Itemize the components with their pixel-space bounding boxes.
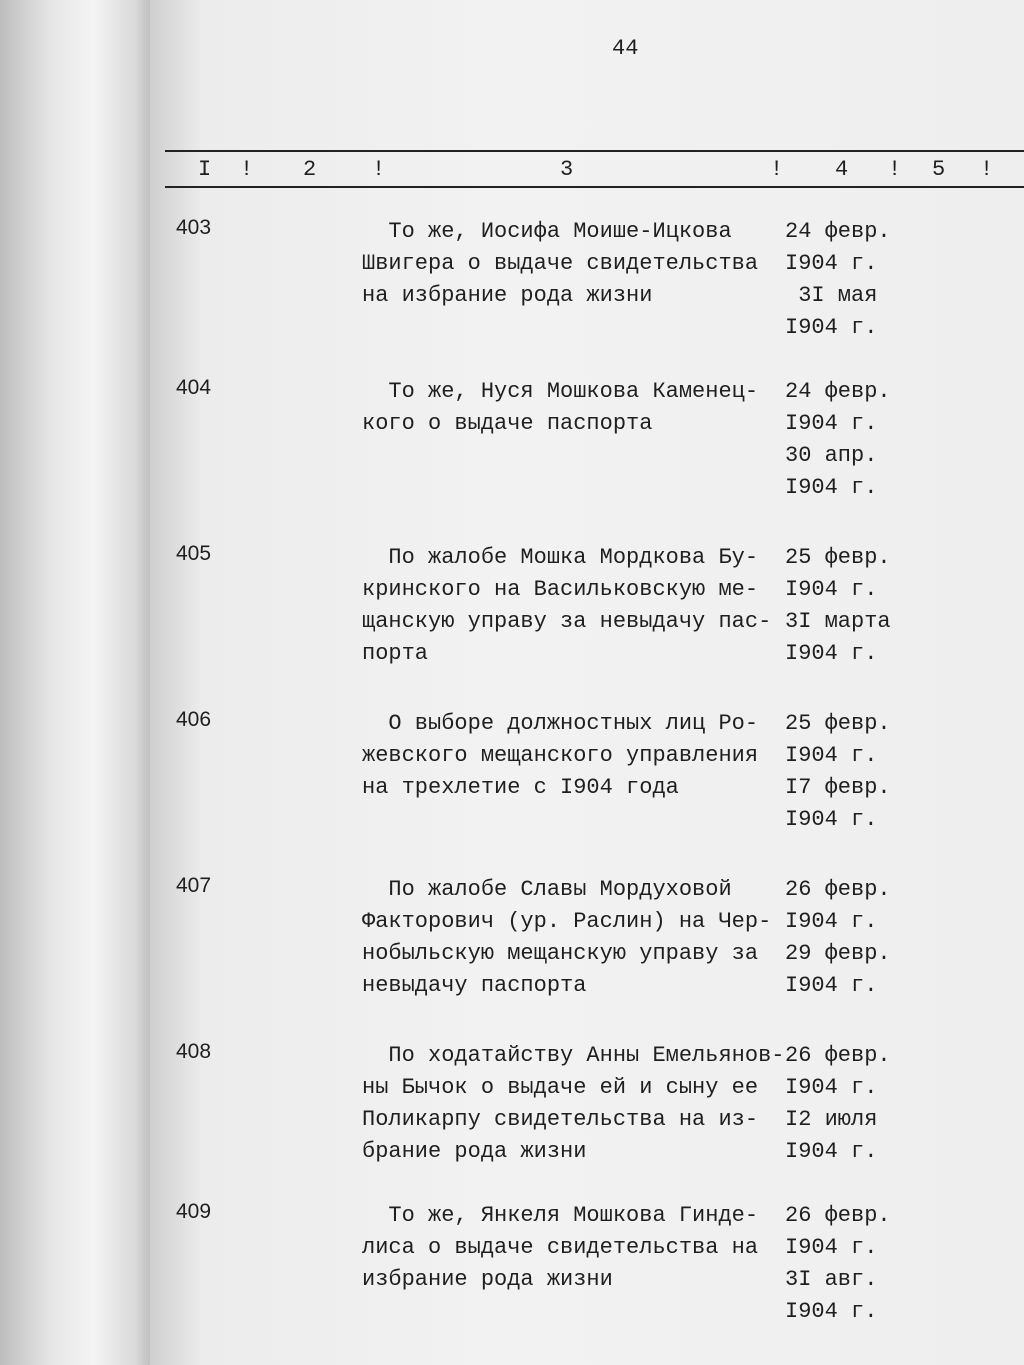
column-separator: ! (372, 157, 386, 182)
entry-number: 406 (176, 708, 212, 731)
entry-number: 403 (176, 216, 212, 239)
entry-dates: 25 февр. I904 г. I7 февр. I904 г. (785, 711, 891, 832)
entry-dates: 24 февр. I904 г. 3I мая I904 г. (785, 219, 891, 340)
entry-dates: 24 февр. I904 г. 30 апр. I904 г. (785, 379, 891, 500)
column-header-2: 2 (303, 157, 317, 182)
column-separator: ! (240, 157, 254, 182)
page-number: 44 (612, 36, 639, 61)
entry-description: То же, Иосифа Моише-Ицкова Швигера о выдаче свидетельства на избрание рода жизни (362, 219, 759, 308)
entry-dates: 25 февр. I904 г. 3I марта I904 г. (785, 545, 891, 666)
column-header-4: 4 (835, 157, 849, 182)
entry-dates: 26 февр. I904 г. 29 февр. I904 г. (785, 877, 891, 998)
entry-description: По жалобе Мошка Мордкова Бу- кринского на Васильковскую ме- щанскую управу за невыдачу пас- порта (362, 545, 772, 666)
column-separator: ! (980, 157, 994, 182)
entry-description: То же, Нуся Мошкова Каменец- кого о выдаче паспорта (362, 379, 759, 436)
column-header-1: I (198, 157, 212, 182)
entry-description: По жалобе Славы Мордуховой Факторович (ур. Раслин) на Чер- нобыльскую мещанскую управу за невыдачу паспорта (362, 877, 772, 998)
header-rule-bottom (165, 186, 1024, 188)
header-rule-top (165, 150, 1024, 152)
entry-description: По ходатайству Анны Емельянов- ны Бычок о выдаче ей и сыну ее Поликарпу свидетельства на из- брание рода жизни (362, 1043, 785, 1164)
column-header-5: 5 (932, 157, 946, 182)
entry-description: То же, Янкеля Мошкова Гинде- лиса о выдаче свидетельства на избрание рода жизни (362, 1203, 759, 1292)
book-spine (0, 0, 170, 1365)
entry-number: 404 (176, 376, 212, 399)
entry-description: О выборе должностных лиц Ро- жевского мещанского управления на трехлетие с I904 года (362, 711, 759, 800)
column-separator: ! (770, 157, 784, 182)
entry-number: 409 (176, 1200, 212, 1223)
entry-number: 408 (176, 1040, 212, 1063)
entry-number: 405 (176, 542, 212, 565)
entry-dates: 26 февр. I904 г. I2 июля I904 г. (785, 1043, 891, 1164)
column-header-3: 3 (560, 157, 574, 182)
entry-dates: 26 февр. I904 г. 3I авг. I904 г. (785, 1203, 891, 1324)
entry-number: 407 (176, 874, 212, 897)
column-separator: ! (888, 157, 902, 182)
